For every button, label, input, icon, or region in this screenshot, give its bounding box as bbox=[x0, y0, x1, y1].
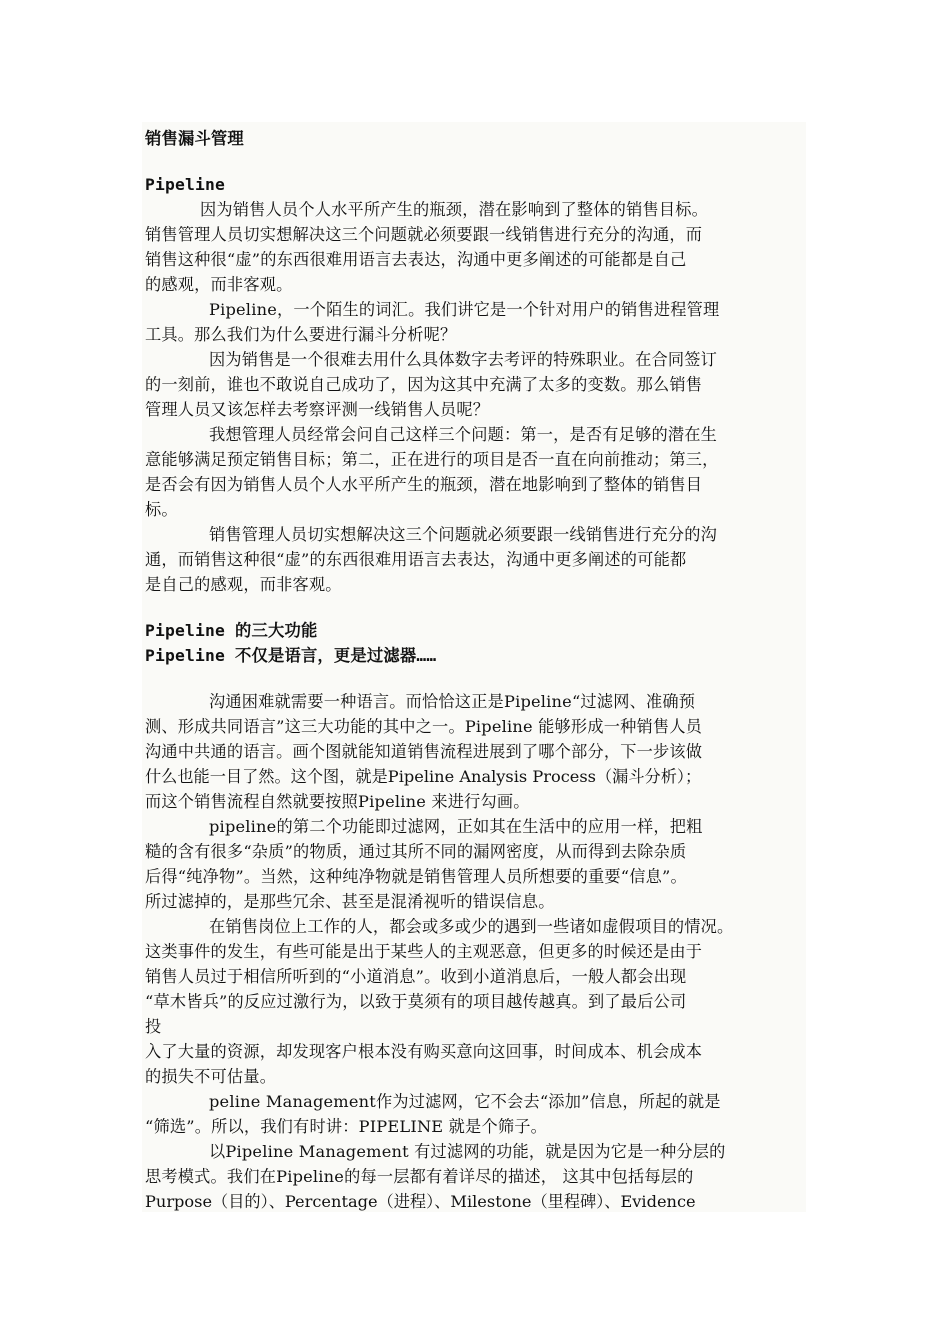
paragraph-line: Pipeline，一个陌生的词汇。我们讲它是一个针对用户的销售进程管理 bbox=[209, 300, 720, 319]
paragraph-line: 因为销售人员个人水平所产生的瓶颈，潜在影响到了整体的销售目标。 bbox=[200, 200, 709, 219]
paragraph-line: peline Management作为过滤网，它不会去“添加”信息，所起的就是 bbox=[209, 1092, 721, 1111]
paragraph-line: 是自己的感观，而非客观。 bbox=[145, 575, 342, 594]
paragraph-line: 后得“纯净物”。当然，这种纯净物就是销售管理人员所想要的重要“信息”。 bbox=[145, 867, 687, 886]
paragraph-line: “草木皆兵”的反应过激行为，以致于莫须有的项目越传越真。到了最后公司 bbox=[145, 992, 687, 1011]
paragraph-line: Purpose（目的）、Percentage（进程）、Milestone（里程碑）、Evidence bbox=[145, 1192, 696, 1211]
section-heading-pipeline: Pipeline bbox=[145, 175, 226, 194]
section-subheading: Pipeline 不仅是语言，更是过滤器…… bbox=[145, 646, 437, 665]
paragraph-line: 销售人员过于相信所听到的“小道消息”。收到小道消息后，一般人都会出现 bbox=[145, 967, 687, 986]
paragraph-line: 销售管理人员切实想解决这三个问题就必须要跟一线销售进行充分的沟 bbox=[209, 525, 718, 544]
paragraph-line: 所过滤掉的，是那些冗余、甚至是混淆视听的错误信息。 bbox=[145, 892, 555, 911]
paragraph-line: 沟通中共通的语言。画个图就能知道销售流程进展到了哪个部分，下一步该做 bbox=[145, 742, 703, 761]
paragraph-line: 糙的含有很多“杂质”的物质，通过其所不同的漏网密度，从而得到去除杂质 bbox=[145, 842, 687, 861]
paragraph-line: 测、形成共同语言”这三大功能的其中之一。Pipeline 能够形成一种销售人员 bbox=[145, 717, 703, 736]
paragraph-line: “筛选”。所以，我们有时讲：PIPELINE 就是个筛子。 bbox=[145, 1117, 547, 1136]
paragraph-line: 入了大量的资源，却发现客户根本没有购买意向这回事，时间成本、机会成本 bbox=[145, 1042, 703, 1061]
paragraph-line: 因为销售是一个很难去用什么具体数字去考评的特殊职业。在合同签订 bbox=[209, 350, 718, 369]
paragraph-line: 以Pipeline Management 有过滤网的功能，就是因为它是一种分层的 bbox=[209, 1142, 726, 1161]
paragraph-line: 的损失不可估量。 bbox=[145, 1067, 277, 1086]
paragraph-line: 通，而销售这种很“虚”的东西很难用语言去表达，沟通中更多阐述的可能都 bbox=[145, 550, 687, 569]
paragraph-line: 销售管理人员切实想解决这三个问题就必须要跟一线销售进行充分的沟通，而 bbox=[145, 225, 703, 244]
paragraph-line: 思考模式。我们在Pipeline的每一层都有着详尽的描述， 这其中包括每层的 bbox=[145, 1167, 694, 1186]
document-body bbox=[142, 122, 806, 1212]
section-heading-functions: Pipeline 的三大功能 bbox=[145, 621, 318, 640]
paragraph-line: 投 bbox=[145, 1017, 162, 1036]
paragraph-line: 工具。那么我们为什么要进行漏斗分析呢？ bbox=[145, 325, 457, 344]
paragraph-line: 这类事件的发生，有些可能是出于某些人的主观恶意，但更多的时候还是由于 bbox=[145, 942, 703, 961]
paragraph-line: 我想管理人员经常会问自己这样三个问题：第一，是否有足够的潜在生 bbox=[209, 425, 718, 444]
paragraph-line: 的感观，而非客观。 bbox=[145, 275, 293, 294]
paragraph-line: 是否会有因为销售人员个人水平所产生的瓶颈，潜在地影响到了整体的销售目 bbox=[145, 475, 703, 494]
paragraph-line: 标。 bbox=[145, 500, 178, 519]
paragraph-line: 意能够满足预定销售目标；第二，正在进行的项目是否一直在向前推动；第三， bbox=[145, 450, 719, 469]
paragraph-line: 销售这种很“虚”的东西很难用语言去表达，沟通中更多阐述的可能都是自己 bbox=[145, 250, 687, 269]
paragraph-line: 而这个销售流程自然就要按照Pipeline 来进行勾画。 bbox=[145, 792, 530, 811]
paragraph-line: 的一刻前，谁也不敢说自己成功了，因为这其中充满了太多的变数。那么销售 bbox=[145, 375, 703, 394]
paragraph-line: pipeline的第二个功能即过滤网，正如其在生活中的应用一样，把粗 bbox=[209, 817, 703, 836]
document-title: 销售漏斗管理 bbox=[145, 129, 244, 148]
paragraph-line: 管理人员又该怎样去考察评测一线销售人员呢？ bbox=[145, 400, 490, 419]
paragraph-line: 在销售岗位上工作的人，都会或多或少的遇到一些诸如虚假项目的情况。 bbox=[209, 917, 734, 936]
paragraph-line: 沟通困难就需要一种语言。而恰恰这正是Pipeline“过滤网、准确预 bbox=[209, 692, 696, 711]
paragraph-line: 什么也能一目了然。这个图，就是Pipeline Analysis Process（漏斗分析）； bbox=[145, 767, 702, 786]
